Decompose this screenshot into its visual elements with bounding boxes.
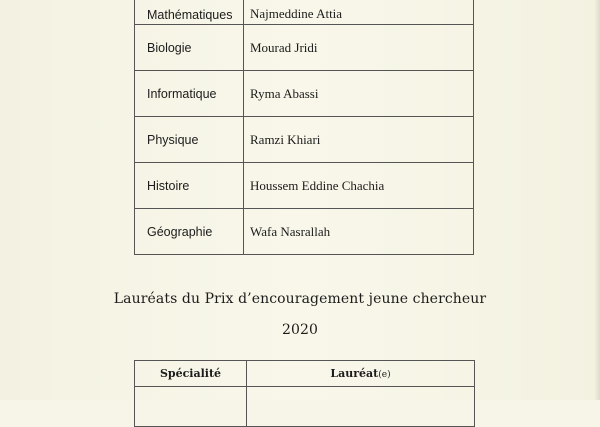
specialty-cell: Mathématiques — [135, 0, 244, 25]
table-row — [135, 71, 474, 117]
laureate-cell: Mourad Jridi — [244, 25, 474, 71]
specialty-cell: Biologie — [135, 25, 244, 71]
table-row — [135, 209, 474, 255]
specialty-cell: Géographie — [135, 209, 244, 255]
section-year: 2020 — [281, 322, 319, 338]
specialty-cell: Histoire — [135, 163, 244, 209]
laureate-cell: Ryma Abassi — [244, 71, 474, 117]
table-row — [135, 25, 474, 71]
empty-cell — [135, 387, 247, 427]
table-header-row — [135, 361, 475, 387]
specialty-cell: Physique — [135, 117, 244, 163]
laureate-cell: Houssem Eddine Chachia — [244, 163, 474, 209]
laureate-cell: Wafa Nasrallah — [244, 209, 474, 255]
laureate-cell: Najmeddine Attia — [244, 0, 474, 25]
table-row — [135, 387, 475, 427]
winners-table — [134, 0, 474, 255]
header-laureate-suffix: (e) — [378, 370, 391, 380]
header-laureate — [247, 361, 475, 387]
table-row — [135, 117, 474, 163]
encouragement-table — [134, 360, 475, 427]
empty-cell — [247, 387, 475, 427]
laureate-cell: Ramzi Khiari — [244, 117, 474, 163]
specialty-cell: Informatique — [135, 71, 244, 117]
section-title: Lauréats du Prix d’encouragement jeune chercheur — [113, 291, 487, 307]
table-row — [135, 0, 474, 25]
header-laureate-text: Lauréat — [330, 367, 379, 380]
header-specialty: Spécialité — [135, 361, 247, 387]
table-row — [135, 163, 474, 209]
